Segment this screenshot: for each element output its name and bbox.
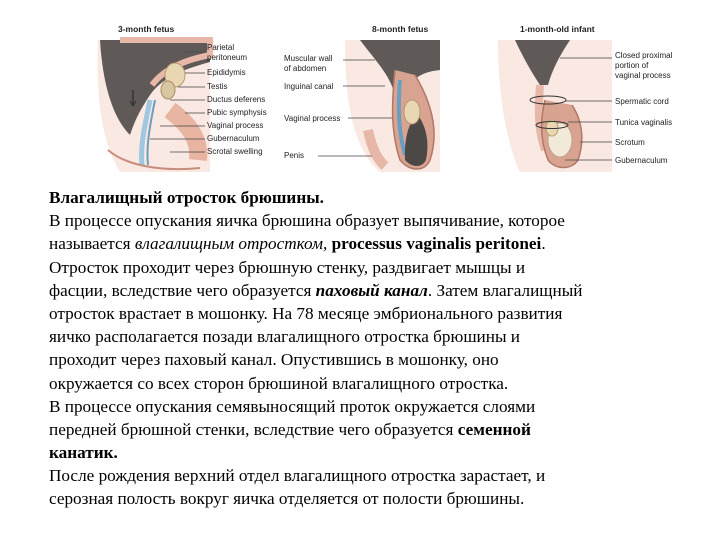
paragraph-1-line-8: окружается со всех сторон брюшиной влагалищного отростка. [49, 373, 509, 393]
label-vaginal-process-2: Vaginal process [284, 114, 341, 123]
panel-title: 1-month-old infant [520, 24, 595, 34]
label-tunica-vaginalis: Tunica vaginalis [615, 118, 673, 127]
testis-descent-illustration [0, 0, 720, 185]
label-vaginal-process-3: vaginal process [615, 71, 671, 80]
label-penis: Penis [284, 151, 305, 160]
label-portion-of: portion of [615, 61, 649, 70]
label-testis: Testis [207, 82, 228, 91]
term-processus-vaginalis: processus vaginalis peritonei [331, 234, 542, 254]
paragraph-2-line-1: В процессе опускания семявыносящий проток окружается слоями [49, 396, 536, 416]
label-inguinal-canal: Inguinal canal [284, 82, 334, 91]
label-spermatic-cord: Spermatic cord [615, 97, 669, 106]
body-text [49, 186, 689, 511]
paragraph-1-line-2 [49, 232, 689, 255]
label-vaginal-process: Vaginal process [207, 121, 264, 130]
text-run: передней брюшной стенки, вследствие чего образуется [49, 419, 458, 439]
label-parietal: Parietal [207, 43, 235, 52]
label-of-abdomen: of abdomen [284, 64, 327, 73]
label-gubernaculum-2: Gubernaculum [615, 156, 668, 165]
paragraph-2-line-2 [49, 418, 689, 441]
label-closed-proximal: Closed proximal [615, 51, 673, 60]
paragraph-3-line-2: серозная полость вокруг яичка отделяется от полости брюшины. [49, 489, 525, 509]
paragraph-1-line-5: отросток врастает в мошонку. На 78 месяце эмбрионального развития [49, 303, 563, 323]
label-gubernaculum: Gubernaculum [207, 134, 260, 143]
paragraph-2-line-3: канатик. [49, 443, 118, 463]
term-vaginal-process-ru: влагалищным отростком [134, 234, 323, 254]
paragraph-1-line-6: яичко располагается позади влагалищного отростка брюшины и [49, 327, 520, 347]
panel-title: 8-month fetus [372, 24, 429, 34]
panel-3-month-fetus [98, 24, 267, 172]
panel-1-month-infant [498, 24, 673, 172]
text-run: называется [49, 234, 135, 254]
text-run: . [541, 234, 546, 254]
label-peritoneum: peritoneum [207, 53, 248, 62]
text-run: фасции, вследствие чего образуется [49, 280, 316, 300]
text-run: . Затем влагалищный [427, 280, 583, 300]
paragraph-1-line-4 [49, 279, 689, 302]
term-inguinal-canal: паховый канал [315, 280, 428, 300]
paragraph-3-line-1: После рождения верхний отдел влагалищного отростка зарастает, и [49, 466, 546, 486]
label-scrotal-swelling: Scrotal swelling [207, 147, 263, 156]
paragraph-1-line-3: Отросток проходит через брюшную стенку, раздвигает мышцы и [49, 257, 526, 277]
paragraph-1-line-1: В процессе опускания яичка брюшина образует выпячивание, которое [49, 211, 565, 231]
panel-8-month-fetus [284, 24, 440, 172]
term-spermatic-cord: семенной [457, 419, 531, 439]
label-muscular-wall: Muscular wall [284, 54, 333, 63]
embryology-figure [0, 0, 720, 185]
label-epididymis: Epididymis [207, 68, 246, 77]
text-run: , [322, 234, 332, 254]
heading: Влагалищный отросток брюшины. [49, 188, 324, 207]
label-pubic-symphysis: Pubic symphysis [207, 108, 267, 117]
label-scrotum: Scrotum [615, 138, 645, 147]
panel-title: 3-month fetus [118, 24, 175, 34]
label-ductus-deferens: Ductus deferens [207, 95, 266, 104]
paragraph-1-line-7: проходит через паховый канал. Опустившись в мошонку, оно [49, 350, 499, 370]
